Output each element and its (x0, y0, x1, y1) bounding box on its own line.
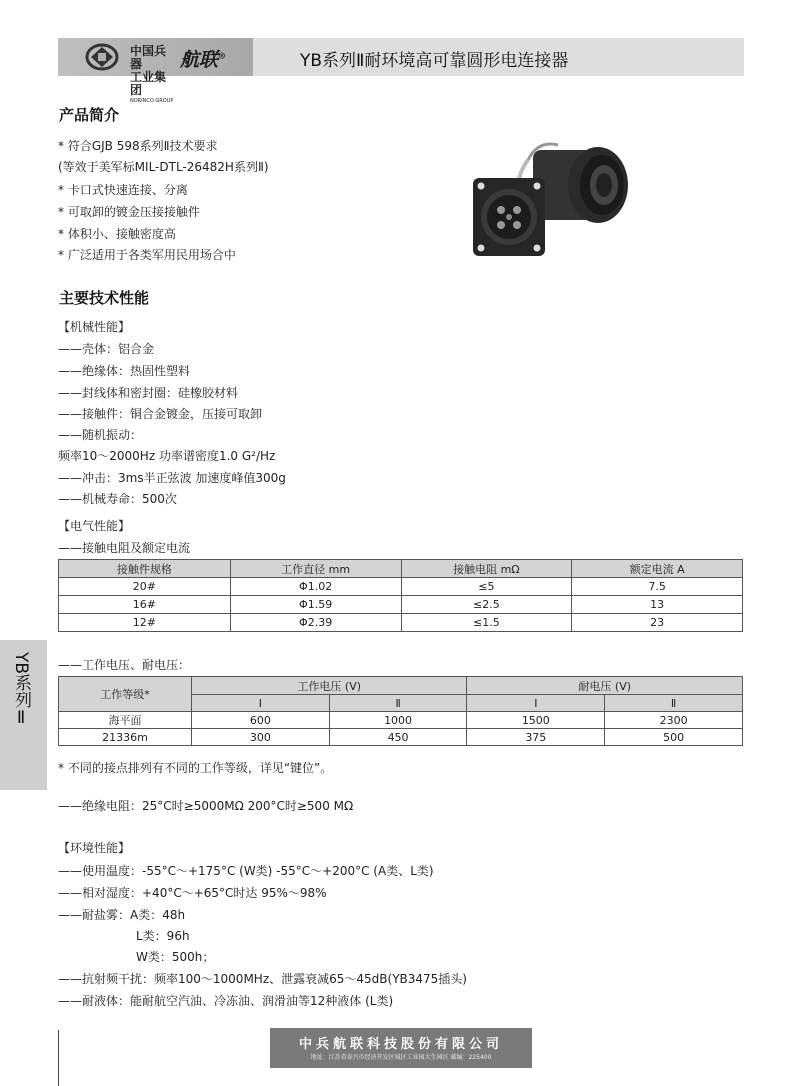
table-cell: 海平面 (59, 712, 192, 729)
table-cell: 300 (192, 729, 330, 746)
footer-address: 地址：江苏省泰兴市经济开发区城区工业园大生园区 邮编：225400 (310, 1054, 492, 1061)
env-line: ——耐液体：能耐航空汽油、冷冻油、润滑油等12种液体 (L类) (58, 994, 394, 1008)
mech-line: ——机械寿命：500次 (58, 492, 177, 506)
logo-en-text: NORINCO GROUP (130, 98, 174, 104)
contact-spec-table (58, 559, 743, 632)
table-cell: 500 (605, 729, 743, 746)
env-line: L类：96h (136, 929, 190, 943)
table-cell: Φ1.59 (230, 596, 401, 614)
norinco-logo-icon (85, 42, 119, 72)
tech-title: 主要技术性能 (59, 289, 150, 307)
table-cell: 20# (59, 578, 231, 596)
footer-block (270, 1028, 532, 1068)
insulation-line: ——绝缘电阻：25°C时≥5000MΩ 200°C时≥500 MΩ (58, 799, 354, 813)
table-cell: 450 (329, 729, 467, 746)
env-line: ——抗射频干扰：频率100～1000MHz、泄露衰减65～45dB(YB3475插头) (58, 972, 467, 986)
intro-line: (等效于美军标MIL-DTL-26482H系列Ⅱ) (58, 160, 269, 174)
intro-line: * 广泛适用于各类军用民用场合中 (58, 248, 236, 262)
table-header: 耐电压 (V) (467, 677, 743, 695)
elec-subheading: ——接触电阻及额定电流 (58, 541, 191, 555)
table-cell: ≤2.5 (401, 596, 572, 614)
table-header: 额定电流 A (572, 560, 743, 578)
table-row (59, 596, 743, 614)
table-row (59, 614, 743, 632)
mech-line: 频率10～2000Hz 功率谱密度1.0 G²/Hz (58, 449, 276, 463)
table-cell: 1500 (467, 712, 605, 729)
footer-company: 中兵航联科技股份有限公司 (298, 1037, 503, 1052)
mech-line: ——接触件：铜合金镀金，压接可取卸 (58, 407, 263, 421)
mech-line: ——壳体：铝合金 (58, 342, 155, 356)
logo-cn-text: 中国兵器 (130, 44, 167, 71)
intro-line: * 体积小、接触密度高 (58, 227, 176, 241)
table-header: 接触电阻 mΩ (401, 560, 572, 578)
env-heading: 【环境性能】 (58, 841, 131, 855)
table-header: 接触件规格 (59, 560, 231, 578)
table-cell: 2300 (605, 712, 743, 729)
table-row (59, 578, 743, 596)
table-cell: 7.5 (572, 578, 743, 596)
table-header: Ⅰ (192, 695, 330, 712)
table-cell: Φ2.39 (230, 614, 401, 632)
table-cell: 1000 (329, 712, 467, 729)
env-line: ——相对湿度：+40°C～+65°C时达 95%～98% (58, 886, 327, 900)
mech-line: ——冲击：3ms半正弦波 加速度峰值300g (58, 471, 286, 485)
table-cell: Φ1.02 (230, 578, 401, 596)
env-line: ——使用温度：-55°C～+175°C (W类) -55°C～+200°C (A类、L类) (58, 864, 434, 878)
table-cell: 21336m (59, 729, 192, 746)
voltage-table (58, 676, 743, 746)
table-row (59, 712, 743, 729)
table-header: 工作电压 (V) (192, 677, 467, 695)
mech-heading: 【机械性能】 (58, 320, 131, 334)
table-cell: 13 (572, 596, 743, 614)
voltage-subheading: ——工作电压、耐电压： (58, 658, 191, 672)
grade-note: * 不同的接点排列有不同的工作等级，详见“键位”。 (58, 761, 333, 775)
intro-line: * 卡口式快速连接、分离 (58, 183, 188, 197)
table-row (59, 729, 743, 746)
intro-line: * 符合GJB 598系列Ⅱ技术要求 (58, 139, 218, 153)
env-line: W类：500h； (136, 950, 215, 964)
table-header: Ⅱ (605, 695, 743, 712)
table-cell: 375 (467, 729, 605, 746)
table-cell: 600 (192, 712, 330, 729)
brand-name: 航联® (180, 49, 227, 71)
elec-heading: 【电气性能】 (58, 519, 131, 533)
footer-divider (58, 1030, 59, 1086)
mech-line: ——随机振动： (58, 428, 143, 442)
table-cell: 23 (572, 614, 743, 632)
intro-title: 产品简介 (59, 106, 120, 124)
header-bar (58, 38, 744, 104)
connector-product-image (468, 130, 648, 280)
logo-block (58, 38, 253, 104)
side-tab-label: YB系列Ⅱ (11, 652, 31, 729)
table-header: Ⅱ (329, 695, 467, 712)
logo-cn-text2: 工业集团 (130, 70, 167, 97)
page-title: YB系列Ⅱ耐环境高可靠圆形电连接器 (300, 51, 569, 71)
table-header: Ⅰ (467, 695, 605, 712)
table-cell: 16# (59, 596, 231, 614)
table-header: 工作直径 mm (230, 560, 401, 578)
intro-line: * 可取卸的镀金压接接触件 (58, 205, 200, 219)
mech-line: ——绝缘体：热固性塑料 (58, 364, 191, 378)
mech-line: ——封线体和密封圈：硅橡胶材料 (58, 386, 239, 400)
table-cell: ≤1.5 (401, 614, 572, 632)
table-header: 工作等级* (59, 677, 192, 712)
env-line: ——耐盐雾：A类：48h (58, 908, 186, 922)
table-cell: ≤5 (401, 578, 572, 596)
table-cell: 12# (59, 614, 231, 632)
